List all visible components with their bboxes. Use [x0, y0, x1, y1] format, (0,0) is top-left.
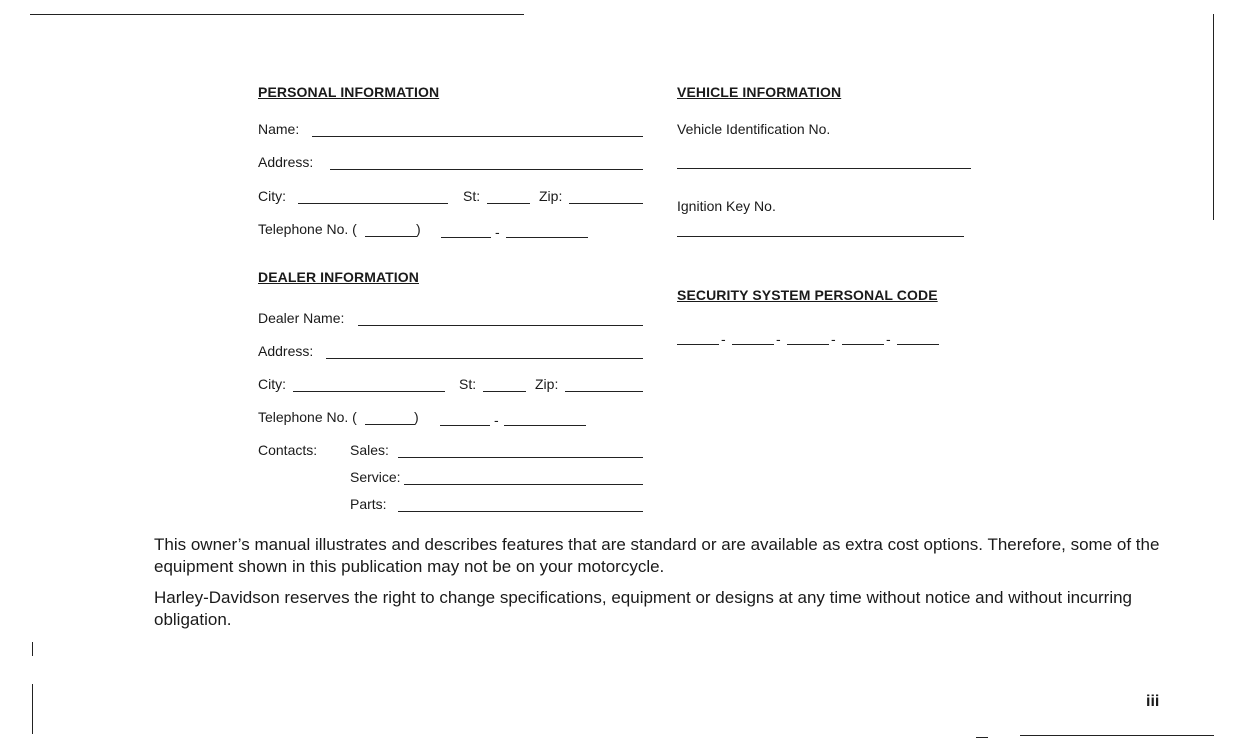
personal-name-field[interactable]	[312, 136, 643, 137]
security-code-sep-4: -	[886, 331, 891, 347]
personal-address-field[interactable]	[330, 169, 643, 170]
left-edge-mark	[32, 642, 33, 656]
personal-st-field[interactable]	[487, 203, 530, 204]
dealer-area-code-field[interactable]	[365, 424, 415, 425]
security-code-sep-2: -	[776, 331, 781, 347]
personal-area-code-field[interactable]	[365, 236, 417, 237]
dealer-phone-number-field[interactable]	[504, 425, 586, 426]
dealer-zip-label: Zip:	[535, 376, 559, 392]
dealer-parts-label: Parts:	[350, 496, 387, 512]
personal-zip-label: Zip:	[539, 188, 563, 204]
personal-address-label: Address:	[258, 154, 314, 170]
bottom-rule-short	[976, 737, 988, 738]
dealer-paren-close: )	[414, 409, 419, 425]
dealer-city-label: City:	[258, 376, 286, 392]
dealer-sales-field[interactable]	[398, 457, 643, 458]
personal-city-label: City:	[258, 188, 286, 204]
dealer-address-label: Address:	[258, 343, 314, 359]
dealer-phone-dash: -	[494, 412, 499, 428]
dealer-service-field[interactable]	[404, 484, 643, 485]
dealer-zip-field[interactable]	[565, 391, 643, 392]
dealer-name-field[interactable]	[358, 325, 643, 326]
page-number: iii	[1146, 693, 1160, 710]
right-edge-rule	[1213, 14, 1214, 220]
dealer-address-field[interactable]	[326, 358, 643, 359]
vehicle-ignition-key-label: Ignition Key No.	[677, 198, 776, 214]
dealer-phone-prefix-field[interactable]	[440, 425, 490, 426]
dealer-parts-field[interactable]	[398, 511, 643, 512]
dealer-st-label: St:	[459, 376, 477, 392]
dealer-contacts-label: Contacts:	[258, 442, 318, 458]
dealer-name-label: Dealer Name:	[258, 310, 345, 326]
security-code-sep-1: -	[721, 331, 726, 347]
personal-city-field[interactable]	[298, 203, 448, 204]
left-edge-mark-2	[32, 684, 33, 734]
security-code-digit-1[interactable]	[677, 344, 719, 345]
security-code-digit-4[interactable]	[842, 344, 884, 345]
vehicle-vin-label: Vehicle Identification No.	[677, 121, 831, 137]
disclaimer-paragraph-2: Harley-Davidson reserves the right to change specifications, equipment or designs at any time without notice and without incurring obligation.	[154, 588, 1133, 629]
personal-phone-prefix-field[interactable]	[441, 237, 491, 238]
vehicle-vin-field[interactable]	[677, 168, 971, 169]
personal-information-heading: PERSONAL INFORMATION	[258, 84, 440, 100]
personal-paren-close: )	[416, 221, 421, 237]
personal-phone-dash: -	[495, 224, 500, 240]
security-code-digit-3[interactable]	[787, 344, 829, 345]
vehicle-information-heading: VEHICLE INFORMATION	[677, 84, 842, 100]
security-code-heading: SECURITY SYSTEM PERSONAL CODE	[677, 287, 938, 303]
dealer-service-label: Service:	[350, 469, 401, 485]
dealer-information-heading: DEALER INFORMATION	[258, 269, 419, 285]
personal-telephone-label: Telephone No. (	[258, 221, 357, 237]
dealer-sales-label: Sales:	[350, 442, 389, 458]
top-rule	[30, 14, 524, 15]
personal-zip-field[interactable]	[569, 203, 643, 204]
personal-st-label: St:	[463, 188, 481, 204]
dealer-city-field[interactable]	[293, 391, 445, 392]
disclaimer-paragraph-1: This owner’s manual illustrates and describes features that are standard or are available as extra cost options. Therefore, some of the equipment shown in this publication may not be on your motorcycle.	[154, 535, 1160, 576]
personal-name-label: Name:	[258, 121, 300, 137]
security-code-digit-2[interactable]	[732, 344, 774, 345]
dealer-telephone-label: Telephone No. (	[258, 409, 357, 425]
personal-phone-number-field[interactable]	[506, 237, 588, 238]
dealer-st-field[interactable]	[483, 391, 526, 392]
security-code-digit-5[interactable]	[897, 344, 939, 345]
security-code-sep-3: -	[831, 331, 836, 347]
bottom-rule	[1020, 735, 1214, 736]
vehicle-ignition-key-field[interactable]	[677, 236, 964, 237]
